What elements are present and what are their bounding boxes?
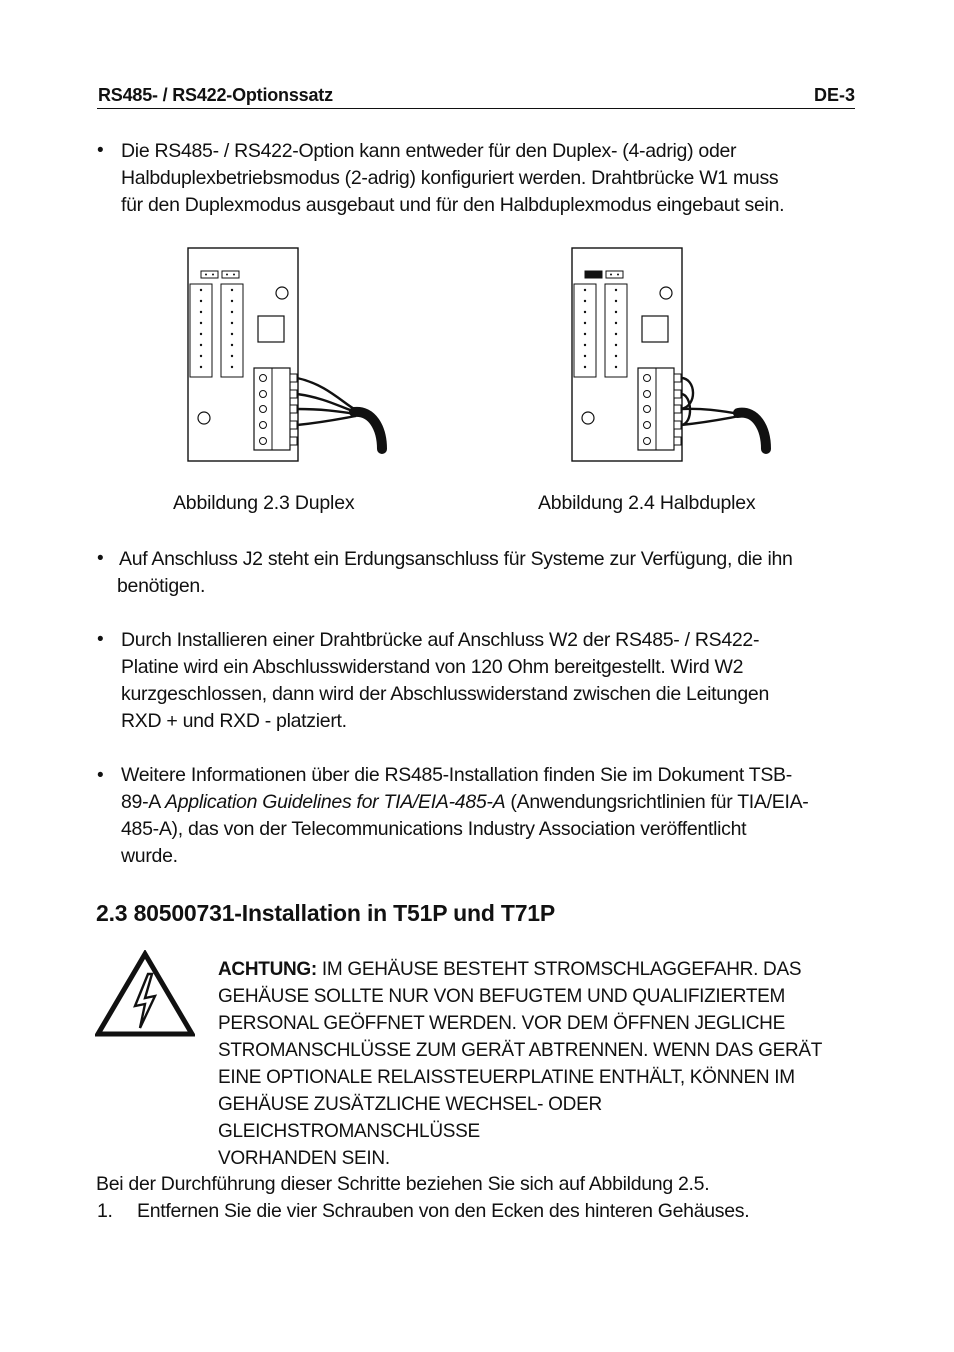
text-line: Weitere Informationen über die RS485-Installation finden Sie im Dokument TSB-	[121, 764, 792, 786]
figure-duplex-board	[186, 246, 398, 466]
text-line: kurzgeschlossen, dann wird der Abschlusswiderstand zwischen die Leitungen	[121, 683, 769, 705]
bullet-marker: •	[97, 629, 104, 650]
bullet-marker: •	[97, 140, 104, 161]
warning-text	[218, 956, 858, 1172]
text-line: EINE OPTIONALE RELAISSTEUERPLATINE ENTHÄLT, KÖNNEN IM	[218, 1067, 795, 1088]
figure-caption-duplex: Abbildung 2.3 Duplex	[173, 492, 355, 514]
warning-label: ACHTUNG:	[218, 959, 317, 980]
header-title: RS485- / RS422-Optionssatz	[98, 85, 333, 105]
text-line: Die RS485- / RS422-Option kann entweder für den Duplex- (4-adrig) oder	[121, 140, 737, 162]
section-heading: 2.3 80500731-Installation in T51P und T71P	[96, 900, 556, 926]
bullet-marker: •	[97, 548, 104, 569]
text-line: wurde.	[121, 845, 178, 867]
high-voltage-warning-icon	[95, 950, 195, 1038]
bullet-paragraph-termination	[121, 627, 769, 735]
text-span: 89-A	[121, 791, 166, 813]
text-line	[218, 956, 858, 983]
text-line: PERSONAL GEÖFFNET WERDEN. VOR DEM ÖFFNEN JEGLICHE	[218, 1013, 785, 1034]
document-title-italic: Application Guidelines for TIA/EIA-485-A	[165, 791, 506, 813]
text-line: RXD + und RXD - platziert.	[121, 710, 347, 732]
text-line: VORHANDEN SEIN.	[218, 1148, 390, 1169]
step-number: 1.	[97, 1200, 113, 1222]
text-line: STROMANSCHLÜSSE ZUM GERÄT ABTRENNEN. WENN DAS GERÄT	[218, 1040, 823, 1061]
text-line: für den Duplexmodus ausgebaut und für den Halbduplexmodus eingebaut sein.	[121, 194, 785, 216]
text-line	[121, 789, 808, 816]
text-line: Platine wird ein Abschlusswiderstand von 120 Ohm bereitgestellt. Wird W2	[121, 656, 744, 678]
page-number: DE-3	[813, 85, 855, 105]
text-line: GEHÄUSE ZUSÄTZLICHE WECHSEL- ODER GLEICHSTROMANSCHLÜSSE	[218, 1094, 602, 1142]
bullet-paragraph-duplex	[121, 138, 784, 219]
steps-intro: Bei der Durchführung dieser Schritte beziehen Sie sich auf Abbildung 2.5.	[96, 1173, 710, 1195]
text-line: Auf Anschluss J2 steht ein Erdungsanschluss für Systeme zur Verfügung, die ihn	[119, 548, 793, 570]
text-span: IM GEHÄUSE BESTEHT STROMSCHLAGGEFAHR. DAS	[316, 959, 802, 980]
page-header	[97, 84, 855, 109]
bullet-paragraph-grounding	[119, 546, 793, 600]
text-line: benötigen.	[117, 575, 206, 597]
text-span: (Anwendungsrichtlinien für TIA/EIA-	[505, 791, 809, 813]
figure-caption-halfduplex: Abbildung 2.4 Halbduplex	[538, 492, 756, 514]
step-text: Entfernen Sie die vier Schrauben von den Ecken des hinteren Gehäuses.	[137, 1200, 750, 1222]
text-line: Durch Installieren einer Drahtbrücke auf Anschluss W2 der RS485- / RS422-	[121, 629, 760, 651]
text-line: GEHÄUSE SOLLTE NUR VON BEFUGTEM UND QUALIFIZIERTEM	[218, 986, 786, 1007]
bullet-paragraph-more-info	[121, 762, 808, 870]
bullet-marker: •	[97, 765, 104, 786]
figure-halfduplex-board	[570, 246, 782, 466]
text-line: Halbduplexbetriebsmodus (2-adrig) konfiguriert werden. Drahtbrücke W1 muss	[121, 167, 779, 189]
text-line: 485-A), das von der Telecommunications Industry Association veröffentlicht	[121, 818, 747, 840]
